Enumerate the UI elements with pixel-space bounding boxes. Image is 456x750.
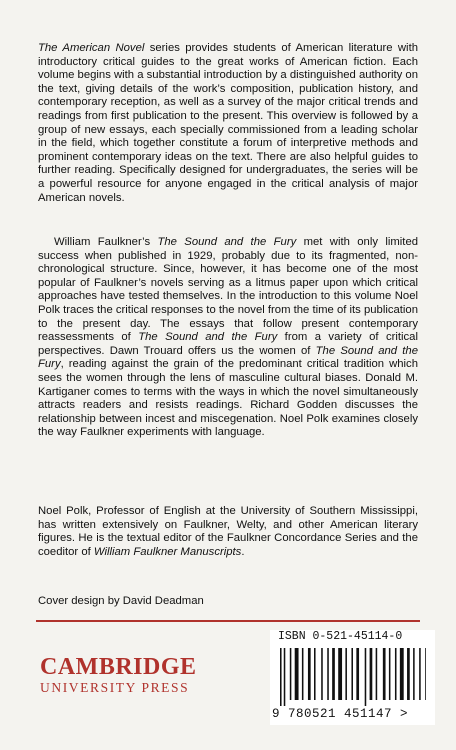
publisher-name: CAMBRIDGE [40, 654, 197, 680]
manuscripts-title: William Faulkner Manuscripts [93, 545, 242, 558]
editor-bio-text: . [241, 545, 245, 558]
book-description-text: , reading against the grain of the predominant critical tradition which sees the women through the lens of masculine cultural biases. Donald M. Kartiganer comes to terms with the ways in which the novel simultaneously attracts readers and resists readings. Richard Godden discusses the relationship between incest and miscegenation. Noel Polk examines closely the way Faulkner experiments with language. [38, 358, 418, 439]
book-description-text: met with only limited success when published in 1929, probably due to its fragmented, non-chronological structure. Since, however, it has become one of the most popular of Faulkner’s novels serving as a litmus paper upon which critical approaches have tested themselves. In the introduction to this volume Noel Polk traces the critical responses to the novel from the time of its publication to the present day. The essays that follow present contemporary reassessments of [38, 236, 419, 344]
editor-bio [38, 505, 418, 559]
editor-bio-text: Noel Polk, Professor of English at the University of Southern Mississippi, has written extensively on Faulkner, Welty, and other American literary figures. He is the textual editor of the Faulkner Concordance Series and the coeditor of [38, 505, 418, 558]
series-title: The American Novel [38, 42, 145, 54]
book-title: The Sound and the Fury [138, 331, 278, 344]
book-description-text: from a variety of critical perspectives. Dawn Trouard offers us the women of [38, 331, 418, 357]
series-description-text: series provides students of American literature with introductory critical guides to the great works of American fiction. Each volume begins with a substantial introduction by a distinguished authority on the text, giving details of the work’s composition, publication history, and contemporary reception, as well as a survey of the major critical trends and readings from first publication to the present. This overview is followed by a group of new essays, each specially commissioned from a leading scholar in the field, which together constitute a forum of interpretive methods and prominent contemporary ideas on the text. There are also helpful guides to further reading. Specifically designed for undergraduates, the series will be a powerful resource for anyone engaged in the critical analysis of major American novels. [38, 42, 418, 204]
divider-rule [36, 620, 420, 622]
barcode-number: 9 780521 451147 > [272, 707, 409, 721]
barcode-icon [278, 648, 426, 706]
book-description [38, 236, 418, 440]
publisher-press: UNIVERSITY PRESS [40, 680, 190, 695]
book-title: The Sound and the Fury [38, 344, 418, 371]
book-description-text: William Faulkner’s [54, 236, 158, 248]
series-description [38, 42, 418, 205]
barcode-panel [270, 630, 435, 725]
book-title: The Sound and the Fury [157, 236, 297, 248]
publisher-logo [40, 655, 197, 696]
cover-credit: Cover design by David Deadman [38, 595, 204, 607]
isbn-label: ISBN 0-521-45114-0 [278, 630, 403, 643]
